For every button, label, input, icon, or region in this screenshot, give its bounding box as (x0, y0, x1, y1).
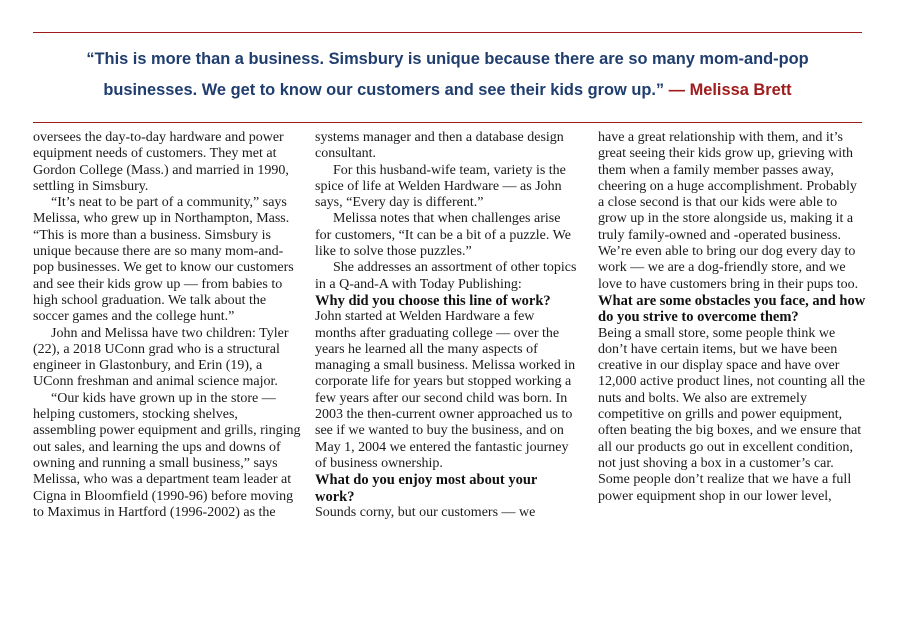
paragraph: systems manager and then a database design consultant. (315, 130, 564, 162)
column-3 (598, 130, 866, 505)
paragraph: “It’s neat to be part of a community,” says Melissa, who grew up in Northampton, Mass. “This is more than a business. Simsbury is unique because there are so many mom-and-pop businesses. We get to know our customers and see their kids grow up — from babies to high school graduation. We talk about the soccer games and the college hunt.” (33, 195, 294, 325)
pull-quote-line-2 (33, 75, 862, 106)
pull-quote-attribution: — Melissa Brett (668, 81, 792, 99)
column-2 (315, 130, 577, 521)
paragraph: “Our kids have grown up in the store — helping customers, stocking shelves, assembling power equipment and grills, ringing out sales, and learning the ups and downs of owning and running a small business,” says Melissa, who was a department team leader at Cigna in Bloomfield (1990-96) before moving to Maximus in Hartford (1996-2002) as the (33, 390, 301, 520)
top-rule (33, 32, 862, 33)
column-1 (33, 130, 301, 521)
paragraph: oversees the day-to-day hardware and power equipment needs of customers. They met at Gordon College (Mass.) and married in 1990, settling in Simsbury. (33, 130, 289, 194)
question-heading: Why did you choose this line of work? (315, 292, 551, 309)
paragraph: For this husband-wife team, variety is the spice of life at Welden Hardware — as John says, “Every day is different.” (315, 162, 566, 211)
bottom-rule (33, 122, 862, 123)
paragraph: John and Melissa have two children: Tyler (22), a 2018 UConn grad who is a structural engineer in Glastonbury, and Erin (19), a UConn freshman and animal science major. (33, 325, 289, 390)
paragraph: She addresses an assortment of other topics in a Q-and-A with Today Publishing: (315, 260, 577, 292)
answer-paragraph: Sounds corny, but our customers — we (315, 504, 536, 520)
pull-quote-line-1: “This is more than a business. Simsbury is unique because there are so many mom-and-pop (86, 50, 809, 68)
paragraph: Melissa notes that when challenges arise for customers, “It can be a bit of a puzzle. We like to solve those puzzles.” (315, 211, 571, 260)
pull-quote-line-2-text: businesses. We get to know our customers and see their kids grow up.” (103, 81, 665, 99)
answer-paragraph: John started at Welden Hardware a few months after graduating college — over the years he learned all the many aspects of managing a small business. Melissa worked in corporate life for years but stopped working a few years after our second child was born. In 2003 the then-current owner approached us to see if we wanted to buy the business, and on May 1, 2004 we entered the fantastic journey of business ownership. (315, 309, 576, 471)
question-heading: What are some obstacles you face, and how do you strive to overcome them? (598, 292, 866, 326)
answer-paragraph: Being a small store, some people think we don’t have certain items, but we have been creative in our display space and have over 12,000 active product lines, not counting all the nuts and bolts. We also are extremely competitive on grills and power equipment, often beating the big boxes, and we ensure that all our products go out in excellent condition, not just shoving a box in a customer’s car. Some people don’t realize that we have a full power equipment shop in our lower level, (598, 325, 866, 504)
question-heading: What do you enjoy most about your work? (315, 472, 538, 505)
pull-quote (33, 44, 862, 106)
paragraph: have a great relationship with them, and it’s great seeing their kids grow up, grieving with them when a family member passes away, cheering on a huge accomplishment. Probably a close second is that our kids were able to grow up in the store alongside us, making it a truly family-owned and -operated business. We’re even able to bring our dog every day to work — we are a dog-friendly store, and we love to have customers bring in their pups too. (598, 130, 859, 292)
